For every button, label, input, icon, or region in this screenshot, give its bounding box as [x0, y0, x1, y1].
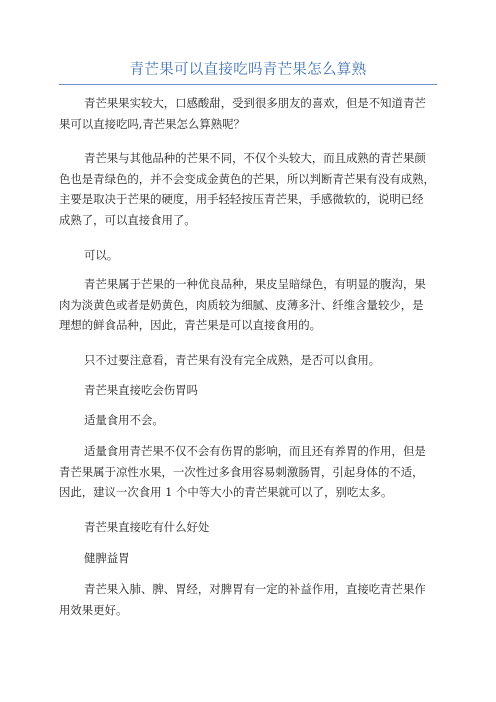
paragraph-4 [59, 274, 444, 336]
paragraph-line: 适量食用青芒果不仅不会有伤胃的影响，而且还有养胃的作用，但是 [84, 444, 426, 458]
paragraph-line: 用效果更好。 [59, 602, 128, 617]
paragraph-line: 适量食用不会。 [84, 413, 164, 427]
subheading-spleen-stomach [59, 548, 444, 569]
document-title: 青芒果可以直接吃吗青芒果怎么算熟 [129, 62, 367, 78]
paragraph-3 [59, 245, 444, 266]
paragraph-line: 果可以直接吃吗,青芒果怎么算熟呢？ [59, 116, 245, 131]
paragraph-line: 健脾益胃 [84, 551, 130, 565]
paragraph-line: 理想的鲜食品种，因此，青芒果是可以直接食用的。 [59, 318, 321, 332]
section-heading-stomach [59, 380, 444, 401]
paragraph-line: 青芒果与其他品种的芒果不同，不仅个头较大，而且成熟的青芒果颜 [84, 151, 426, 165]
paragraph-5 [59, 350, 444, 371]
paragraph-1 [59, 93, 444, 134]
paragraph-2 [59, 148, 444, 230]
paragraph-line: 可以。 [84, 248, 119, 262]
paragraph-line: 青芒果属于凉性水果，一次性过多食用容易刺激肠胃，引起身体的不适， [59, 464, 424, 479]
paragraph-line: 青芒果入肺、脾、胃经，对脾胃有一定的补益作用，直接吃青芒果作 [84, 582, 426, 596]
paragraph-line: 青芒果直接吃会伤胃吗 [84, 383, 198, 397]
paragraph-line: 肉为淡黄色或者是奶黄色，肉质较为细腻、皮薄多汁、纤维含量较少，是 [59, 297, 424, 312]
paragraph-line: 青芒果属于芒果的一种优良品种，果皮呈暗绿色，有明显的腹沟，果 [84, 277, 426, 291]
paragraph-line: 主要是取决于芒果的硬度，用手轻轻按压青芒果，手感微软的，说明已经 [59, 192, 424, 206]
paragraph-line: 成熟了，可以直接食用了。 [59, 212, 196, 227]
paragraph-6 [59, 410, 444, 431]
paragraph-line: 青芒果果实较大，口感酸甜，受到很多朋友的喜欢，但是不知道青芒 [84, 96, 426, 110]
paragraph-line: 因此，建议一次食用 1 个中等大小的青芒果就可以了，别吃太多。 [59, 485, 393, 499]
paragraph-line: 青芒果直接吃有什么好处 [84, 520, 210, 534]
title-underline [59, 84, 437, 85]
paragraph-8 [59, 579, 444, 620]
section-heading-benefits [59, 517, 444, 538]
paragraph-line: 只不过要注意看，青芒果有没有完全成熟，是否可以食用。 [84, 353, 381, 367]
paragraph-line: 色也是青绿色的，并不会变成金黄色的芒果，所以判断青芒果有没有成熟， [59, 171, 435, 186]
paragraph-7 [59, 441, 444, 503]
